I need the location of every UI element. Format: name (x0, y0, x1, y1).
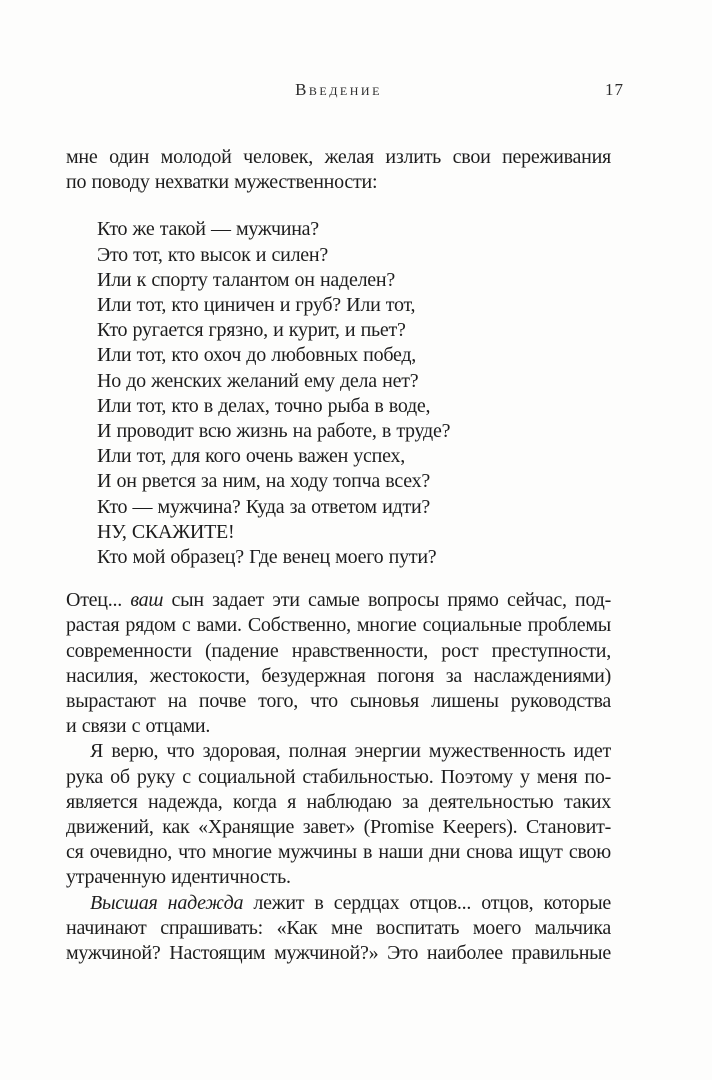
running-header-title: Введение (295, 80, 382, 99)
text-line: и связи с отцами. (66, 715, 211, 738)
poem-line: Кто же такой — мужчина? (97, 218, 319, 241)
text-segment: лежит в сердцах отцов... отцов, которые (253, 891, 612, 914)
text-line: насилия, жестокости, безудержная погоня за наслаждениями) (66, 664, 611, 687)
text-segment: сын задает эти самые вопросы прямо сейчас, под- (171, 589, 612, 612)
text-line: рука об руку с социальной стабильностью. Поэтому у меня по- (66, 765, 611, 788)
text-line: является надежда, когда я наблюдаю за деятельностью таких (66, 790, 611, 813)
poem-line: И он рвется за ним, на ходу топча всех? (97, 470, 430, 493)
poem-line: Или тот, кто охоч до любовных побед, (97, 344, 417, 367)
poem-line: Кто мой образец? Где венец моего пути? (97, 546, 437, 569)
text-line: вырастают на почве того, что сыновья лишены руководства (66, 690, 611, 713)
text-segment: Отец... (66, 589, 123, 612)
text-line (66, 891, 611, 916)
poem-line: Кто ругается грязно, и курит, и пьет? (97, 319, 406, 342)
poem-line: Но до женских желаний ему дела нет? (97, 369, 419, 392)
italic-emphasis: Высшая надежда (90, 891, 244, 914)
text-line: по поводу нехватки мужественности: (66, 171, 378, 194)
paragraph (66, 588, 611, 739)
text-line: движений, как «Хранящие завет» (Promise Keepers). Становит- (66, 816, 611, 839)
poem-line: И проводит всю жизнь на работе, в труде? (97, 420, 451, 443)
paragraph (66, 891, 611, 967)
text-line: начинают спрашивать: «Как мне воспитать моего мальчика (66, 916, 611, 939)
poem-line: Это тот, кто высок и силен? (97, 243, 329, 266)
text-line: утраченную идентичность. (66, 866, 291, 889)
italic-emphasis: ваш (130, 589, 164, 612)
poem-block (97, 217, 611, 570)
poem-line: НУ, СКАЖИТЕ! (97, 520, 235, 543)
page-number: 17 (605, 80, 624, 99)
poem-line: Или тот, кто циничен и груб? Или тот, (97, 294, 416, 317)
poem-line: Или к спорту талантом он наделен? (97, 268, 396, 291)
poem-line: Кто — мужчина? Куда за ответом идти? (97, 495, 431, 518)
text-line: ся очевидно, что многие мужчины в наши дни снова ищут свою (66, 841, 611, 864)
text-line: Я верю, что здоровая, полная энергии мужественность идет (90, 740, 611, 763)
text-line: растая рядом с вами. Собственно, многие социальные проблемы (66, 614, 611, 637)
text-line (66, 588, 611, 613)
poem-line: Или тот, для кого очень важен успех, (97, 445, 405, 468)
text-line: мужчиной? Настоящим мужчиной?» Это наиболее правильные (66, 942, 611, 965)
text-line: современности (падение нравственности, рост преступности, (66, 639, 611, 662)
intro-paragraph (66, 145, 611, 195)
page-body-text (66, 145, 611, 966)
poem-line: Или тот, кто в делах, точно рыба в воде, (97, 394, 431, 417)
paragraph (66, 739, 611, 890)
text-line: мне один молодой человек, желая излить свои переживания (66, 146, 611, 168)
